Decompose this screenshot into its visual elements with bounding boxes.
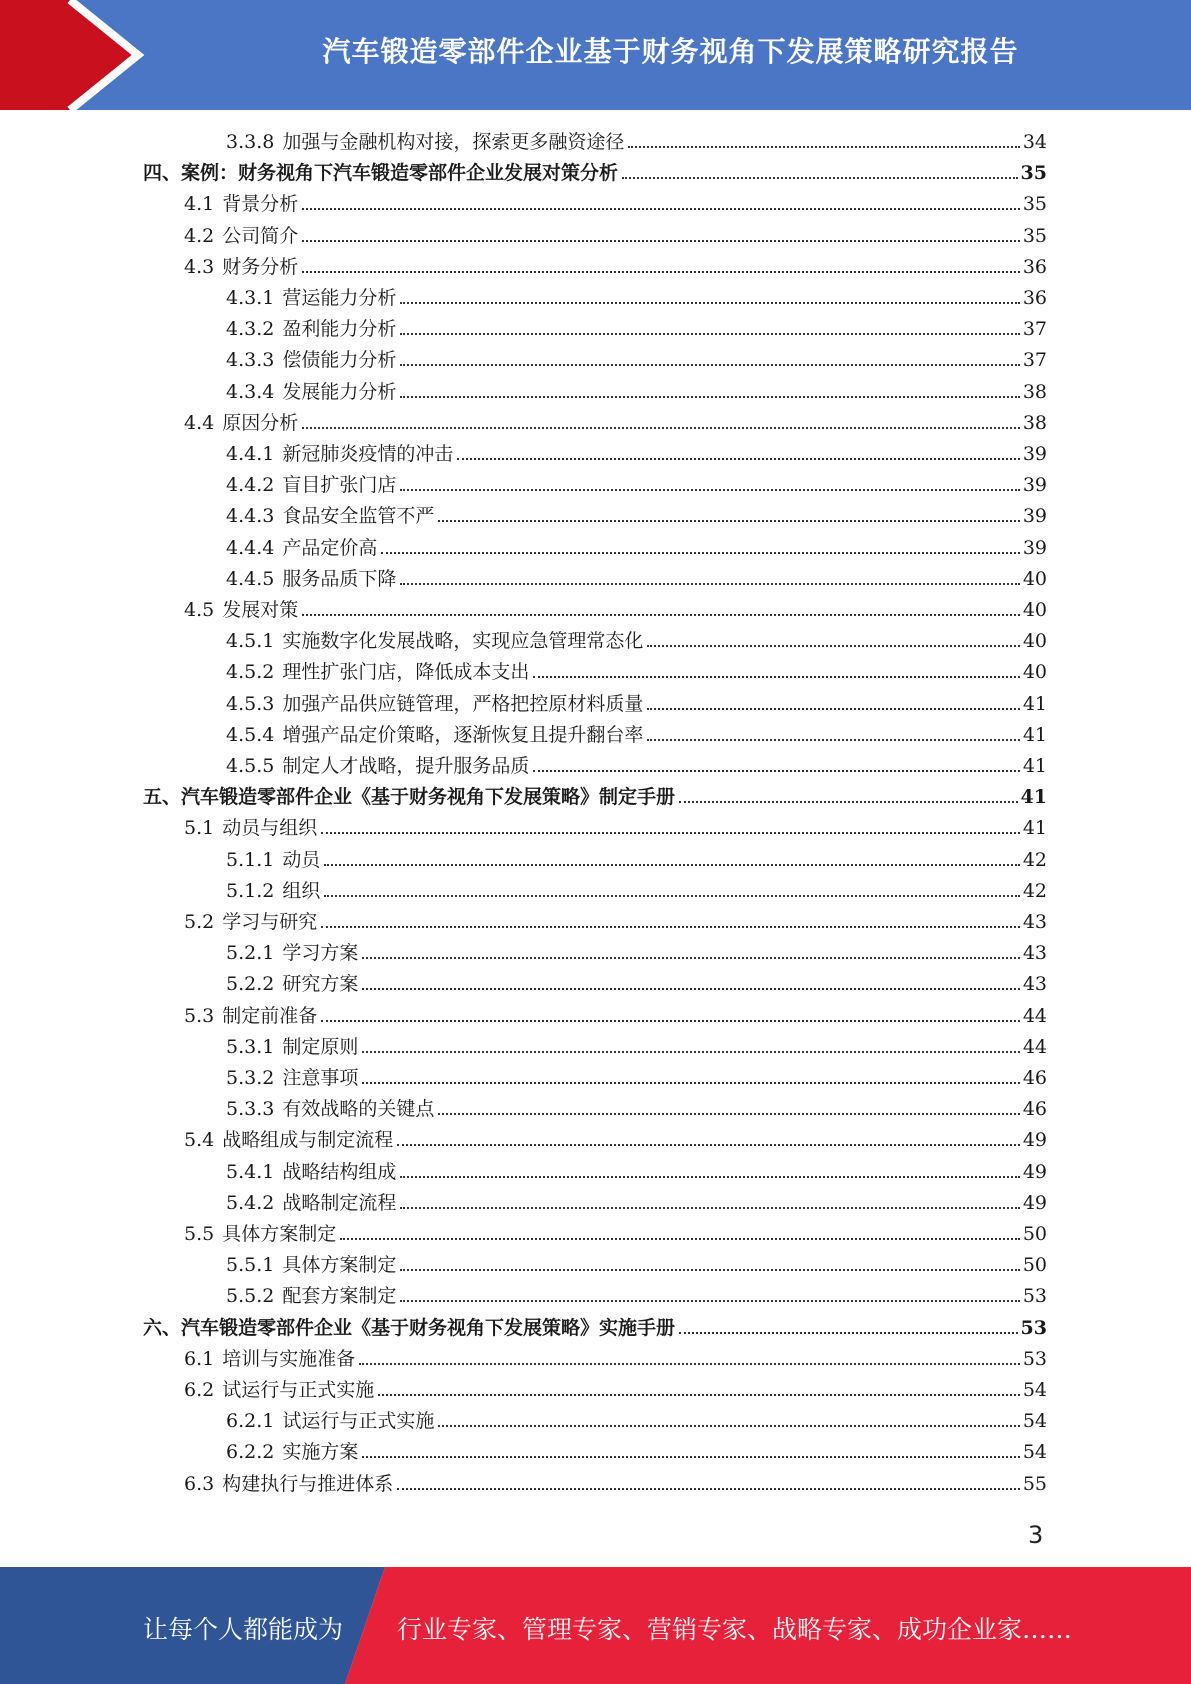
toc-entry[interactable] (226, 1436, 1047, 1464)
toc-dot-leader (397, 1143, 1020, 1146)
toc-entry-number: 5.5.1 (226, 1254, 275, 1277)
toc-dot-leader (622, 176, 1018, 179)
toc-entry[interactable] (226, 1093, 1047, 1121)
toc-entry-title: 研究方案 (282, 973, 359, 996)
toc-entry-title: 公司简介 (222, 224, 299, 247)
toc-entry[interactable] (184, 188, 1047, 216)
toc-entry-page: 41 (1020, 786, 1047, 809)
toc-entry[interactable] (143, 157, 1047, 185)
toc-entry-page: 54 (1022, 1441, 1047, 1464)
toc-entry-page: 42 (1022, 848, 1047, 871)
toc-entry-title: 服务品质下降 (282, 567, 397, 590)
toc-entry-page: 50 (1022, 1223, 1047, 1245)
toc-entry-number: 4.3.2 (226, 318, 275, 341)
toc-entry-number: 6.3 (184, 1472, 215, 1495)
toc-entry[interactable] (226, 438, 1047, 466)
toc-entry-title: 发展对策 (222, 599, 299, 621)
toc-entry-page: 54 (1022, 1410, 1047, 1433)
toc-entry-page: 49 (1022, 1191, 1047, 1214)
toc-entry[interactable] (226, 469, 1047, 497)
toc-entry-number: 5.2.2 (226, 973, 275, 996)
toc-entry-title: 战略制定流程 (282, 1191, 397, 1214)
toc-entry-title: 财务分析 (222, 255, 299, 278)
toc-entry[interactable] (226, 1156, 1047, 1184)
footer-slogan: 让每个人都能成为 (143, 1615, 344, 1644)
toc-entry-number: 4.3 (184, 255, 215, 278)
toc-dot-leader (321, 925, 1020, 928)
toc-dot-leader (400, 1206, 1019, 1209)
toc-entry-page: 46 (1022, 1098, 1047, 1121)
toc-entry-page: 53 (1022, 1285, 1047, 1308)
toc-entry[interactable] (226, 625, 1047, 653)
toc-entry-page: 34 (1022, 131, 1047, 153)
toc-entry-title: 构建执行与推进体系 (222, 1472, 394, 1495)
toc-dot-leader (397, 1487, 1020, 1490)
toc-entry[interactable] (184, 1124, 1047, 1152)
toc-entry[interactable] (226, 532, 1047, 560)
toc-entry-title: 发展能力分析 (282, 380, 397, 403)
toc-entry-number: 6.2.1 (226, 1410, 275, 1433)
toc-entry[interactable] (226, 1031, 1047, 1059)
toc-entry-page: 39 (1022, 443, 1047, 465)
toc-dot-leader (362, 1081, 1019, 1084)
toc-dot-leader (302, 239, 1020, 242)
toc-entry-title: 动员与组织 (222, 817, 318, 840)
toc-entry-title: 五、汽车锻造零部件企业《基于财务视角下发展策略》制定手册 (143, 786, 676, 809)
toc-entry-number: 4.2 (184, 224, 215, 247)
toc-entry-title: 实施方案 (282, 1441, 359, 1464)
toc-entry[interactable] (184, 594, 1047, 622)
toc-entry[interactable] (226, 656, 1047, 684)
toc-entry[interactable] (184, 220, 1047, 248)
toc-entry[interactable] (184, 1343, 1047, 1371)
toc-dot-leader (647, 738, 1019, 741)
toc-entry-page: 39 (1022, 474, 1047, 497)
toc-entry-title: 试运行与正式实施 (282, 1410, 435, 1433)
toc-dot-leader (647, 707, 1019, 710)
toc-entry-page: 41 (1022, 723, 1047, 746)
toc-dot-leader (533, 769, 1019, 772)
toc-dot-leader (324, 863, 1019, 866)
toc-entry-title: 战略组成与制定流程 (222, 1129, 394, 1152)
toc-entry[interactable] (226, 344, 1047, 372)
toc-entry-number: 4.5 (184, 599, 215, 621)
toc-entry[interactable] (226, 1405, 1047, 1433)
toc-entry-number: 5.4.1 (226, 1160, 275, 1183)
toc-entry-page: 36 (1022, 287, 1047, 309)
toc-entry[interactable] (226, 875, 1047, 903)
toc-entry[interactable] (184, 1218, 1047, 1246)
toc-entry-title: 背景分析 (222, 193, 299, 216)
toc-entry-number: 4.4 (184, 411, 215, 434)
toc-entry[interactable] (226, 750, 1047, 778)
toc-entry-page: 41 (1022, 817, 1047, 840)
toc-entry-page: 54 (1022, 1379, 1047, 1401)
toc-entry[interactable] (184, 251, 1047, 279)
toc-entry-page: 38 (1022, 411, 1047, 434)
toc-entry-page: 44 (1022, 1035, 1047, 1058)
toc-entry-title: 盈利能力分析 (282, 318, 397, 341)
toc-entry-page: 35 (1022, 224, 1047, 247)
toc-entry-page: 36 (1022, 255, 1047, 278)
toc-entry-title: 试运行与正式实施 (222, 1379, 375, 1401)
toc-entry-number: 6.1 (184, 1347, 215, 1370)
toc-entry-number: 5.5 (184, 1223, 215, 1245)
toc-entry-number: 4.4.3 (226, 505, 275, 528)
toc-entry-page: 39 (1022, 536, 1047, 559)
toc-entry-title: 制定原则 (282, 1035, 359, 1058)
toc-entry-number: 5.3.3 (226, 1098, 275, 1121)
toc-entry[interactable] (226, 1249, 1047, 1277)
toc-entry-title: 食品安全监管不严 (282, 505, 435, 528)
toc-entry-number: 4.4.4 (226, 536, 275, 559)
toc-dot-leader (400, 1268, 1019, 1271)
page-number: 3 (1028, 1521, 1044, 1549)
toc-entry-title: 增强产品定价策略，逐渐恢复且提升翻台率 (282, 723, 644, 746)
toc-dot-leader (321, 831, 1020, 834)
toc-entry-title: 加强产品供应链管理，严格把控原材料质量 (282, 692, 644, 715)
toc-entry-title: 学习方案 (282, 942, 359, 965)
toc-entry-title: 制定人才战略，提升服务品质 (282, 755, 530, 777)
toc-dot-leader (362, 956, 1019, 959)
toc-entry-page: 49 (1022, 1129, 1047, 1152)
toc-dot-leader (438, 1424, 1019, 1427)
toc-entry[interactable] (226, 313, 1047, 341)
footer-roles: 行业专家、管理专家、营销专家、战略专家、成功企业家…… (397, 1615, 1073, 1644)
toc-dot-leader (302, 270, 1020, 273)
toc-dot-leader (400, 1175, 1019, 1178)
toc-dot-leader (400, 395, 1019, 398)
toc-entry[interactable] (226, 968, 1047, 996)
toc-entry-number: 5.3 (184, 1004, 215, 1027)
toc-entry-title: 原因分析 (222, 411, 299, 434)
toc-entry-title: 具体方案制定 (222, 1223, 337, 1245)
toc-entry-page: 40 (1022, 630, 1047, 653)
toc-entry-page: 41 (1022, 692, 1047, 715)
toc-dot-leader (321, 1019, 1020, 1022)
toc-entry[interactable] (143, 1312, 1047, 1340)
toc-entry-title: 营运能力分析 (282, 287, 397, 309)
toc-entry-number: 4.5.4 (226, 723, 275, 746)
toc-entry-page: 41 (1022, 755, 1047, 777)
toc-entry-number: 5.3.2 (226, 1067, 275, 1089)
toc-entry[interactable] (226, 844, 1047, 872)
toc-entry-page: 37 (1022, 349, 1047, 372)
toc-entry-page: 44 (1022, 1004, 1047, 1027)
toc-dot-leader (362, 987, 1019, 990)
toc-entry-page: 35 (1022, 193, 1047, 216)
toc-entry-title: 新冠肺炎疫情的冲击 (282, 443, 454, 465)
toc-entry[interactable] (226, 126, 1047, 154)
toc-entry-number: 5.1 (184, 817, 215, 840)
toc-dot-leader (400, 1299, 1019, 1302)
toc-entry-page: 42 (1022, 879, 1047, 902)
toc-entry-title: 实施数字化发展战略，实现应急管理常态化 (282, 630, 644, 653)
toc-entry-page: 53 (1020, 1316, 1047, 1339)
toc-dot-leader (438, 1112, 1019, 1115)
toc-dot-leader (400, 582, 1019, 585)
toc-entry-title: 有效战略的关键点 (282, 1098, 435, 1121)
toc-entry-title: 培训与实施准备 (222, 1347, 356, 1370)
toc-dot-leader (679, 1331, 1018, 1334)
toc-entry-title: 六、汽车锻造零部件企业《基于财务视角下发展策略》实施手册 (143, 1316, 676, 1339)
toc-entry[interactable] (226, 937, 1047, 965)
toc-entry-page: 43 (1022, 942, 1047, 965)
toc-entry-title: 具体方案制定 (282, 1254, 397, 1277)
toc-dot-leader (533, 675, 1019, 678)
toc-entry-page: 40 (1022, 661, 1047, 684)
toc-entry-number: 6.2.2 (226, 1441, 275, 1464)
toc-dot-leader (400, 363, 1019, 366)
toc-entry-title: 注意事项 (282, 1067, 359, 1089)
toc-dot-leader (400, 488, 1019, 491)
toc-entry[interactable] (226, 376, 1047, 404)
toc-entry-number: 4.5.5 (226, 755, 275, 777)
toc-dot-leader (302, 426, 1020, 429)
toc-entry-number: 5.4.2 (226, 1191, 275, 1214)
toc-entry-title: 动员 (282, 848, 321, 871)
toc-entry[interactable] (226, 282, 1047, 310)
toc-entry-page: 39 (1022, 505, 1047, 528)
toc-entry-number: 5.3.1 (226, 1035, 275, 1058)
toc-dot-leader (324, 894, 1019, 897)
toc-entry-page: 46 (1022, 1067, 1047, 1089)
toc-dot-leader (647, 644, 1019, 647)
toc-entry-number: 4.1 (184, 193, 215, 216)
toc-entry-page: 40 (1022, 567, 1047, 590)
toc-dot-leader (438, 519, 1019, 522)
toc-dot-leader (628, 145, 1019, 148)
toc-dot-leader (378, 1393, 1020, 1396)
toc-entry-number: 4.5.1 (226, 630, 275, 653)
toc-entry-title: 偿债能力分析 (282, 349, 397, 372)
toc-entry-page: 37 (1022, 318, 1047, 341)
toc-entry-number: 4.4.1 (226, 443, 275, 465)
toc-entry-page: 40 (1022, 599, 1047, 621)
toc-dot-leader (359, 1362, 1020, 1365)
toc-entry-number: 5.2.1 (226, 942, 275, 965)
toc-entry[interactable] (226, 688, 1047, 716)
toc-dot-leader (340, 1237, 1020, 1240)
toc-entry[interactable] (226, 1062, 1047, 1090)
toc-entry-page: 38 (1022, 380, 1047, 403)
toc-entry-title: 战略结构组成 (282, 1160, 397, 1183)
toc-entry-title: 配套方案制定 (282, 1285, 397, 1308)
toc-entry[interactable] (226, 500, 1047, 528)
toc-entry[interactable] (184, 1374, 1047, 1402)
toc-dot-leader (400, 301, 1019, 304)
toc-dot-leader (362, 1455, 1019, 1458)
toc-dot-leader (400, 332, 1019, 335)
document-title: 汽车锻造零部件企业基于财务视角下发展策略研究报告 (322, 35, 1019, 68)
toc-entry[interactable] (226, 719, 1047, 747)
toc-entry-number: 4.5.2 (226, 661, 275, 684)
toc-entry-title: 四、案例：财务视角下汽车锻造零部件企业发展对策分析 (143, 162, 619, 185)
toc-entry-title: 学习与研究 (222, 911, 318, 933)
toc-entry[interactable] (143, 781, 1047, 809)
toc-dot-leader (679, 800, 1018, 803)
toc-entry[interactable] (226, 1187, 1047, 1215)
toc-dot-leader (381, 551, 1019, 554)
toc-entry[interactable] (184, 906, 1047, 934)
toc-dot-leader (302, 207, 1020, 210)
toc-entry-number: 4.3.1 (226, 287, 275, 309)
toc-entry-page: 49 (1022, 1160, 1047, 1183)
toc-entry-number: 5.1.2 (226, 879, 275, 902)
toc-entry-number: 4.3.4 (226, 380, 275, 403)
toc-dot-leader (362, 1050, 1019, 1053)
toc-entry-page: 35 (1020, 162, 1047, 185)
toc-entry-number: 3.3.8 (226, 131, 275, 153)
toc-entry-number: 5.4 (184, 1129, 215, 1152)
toc-entry[interactable] (184, 1000, 1047, 1028)
toc-entry-page: 55 (1022, 1472, 1047, 1495)
toc-entry-number: 5.2 (184, 911, 215, 933)
toc-entry-page: 43 (1022, 973, 1047, 996)
toc-entry[interactable] (226, 563, 1047, 591)
toc-entry-title: 盲目扩张门店 (282, 474, 397, 497)
toc-entry-number: 4.3.3 (226, 349, 275, 372)
page-footer (0, 1567, 1191, 1684)
toc-entry[interactable] (184, 812, 1047, 840)
toc-entry-page: 53 (1022, 1347, 1047, 1370)
toc-entry-number: 5.5.2 (226, 1285, 275, 1308)
toc-dot-leader (457, 457, 1019, 460)
toc-entry-page: 50 (1022, 1254, 1047, 1277)
toc-entry-number: 4.5.3 (226, 692, 275, 715)
toc-entry[interactable] (184, 407, 1047, 435)
toc-entry[interactable] (184, 1468, 1047, 1496)
toc-entry-number: 4.4.2 (226, 474, 275, 497)
toc-entry-title: 加强与金融机构对接，探索更多融资途径 (282, 131, 625, 153)
toc-dot-leader (302, 613, 1020, 616)
toc-entry-title: 产品定价高 (282, 536, 378, 559)
toc-entry[interactable] (226, 1280, 1047, 1308)
toc-entry-number: 5.1.1 (226, 848, 275, 871)
toc-entry-title: 理性扩张门店，降低成本支出 (282, 661, 530, 684)
toc-entry-title: 组织 (282, 879, 321, 902)
page-header (0, 0, 1191, 110)
toc-entry-title: 制定前准备 (222, 1004, 318, 1027)
toc-entry-page: 43 (1022, 911, 1047, 933)
toc-entry-number: 6.2 (184, 1379, 215, 1401)
toc-entry-number: 4.4.5 (226, 567, 275, 590)
